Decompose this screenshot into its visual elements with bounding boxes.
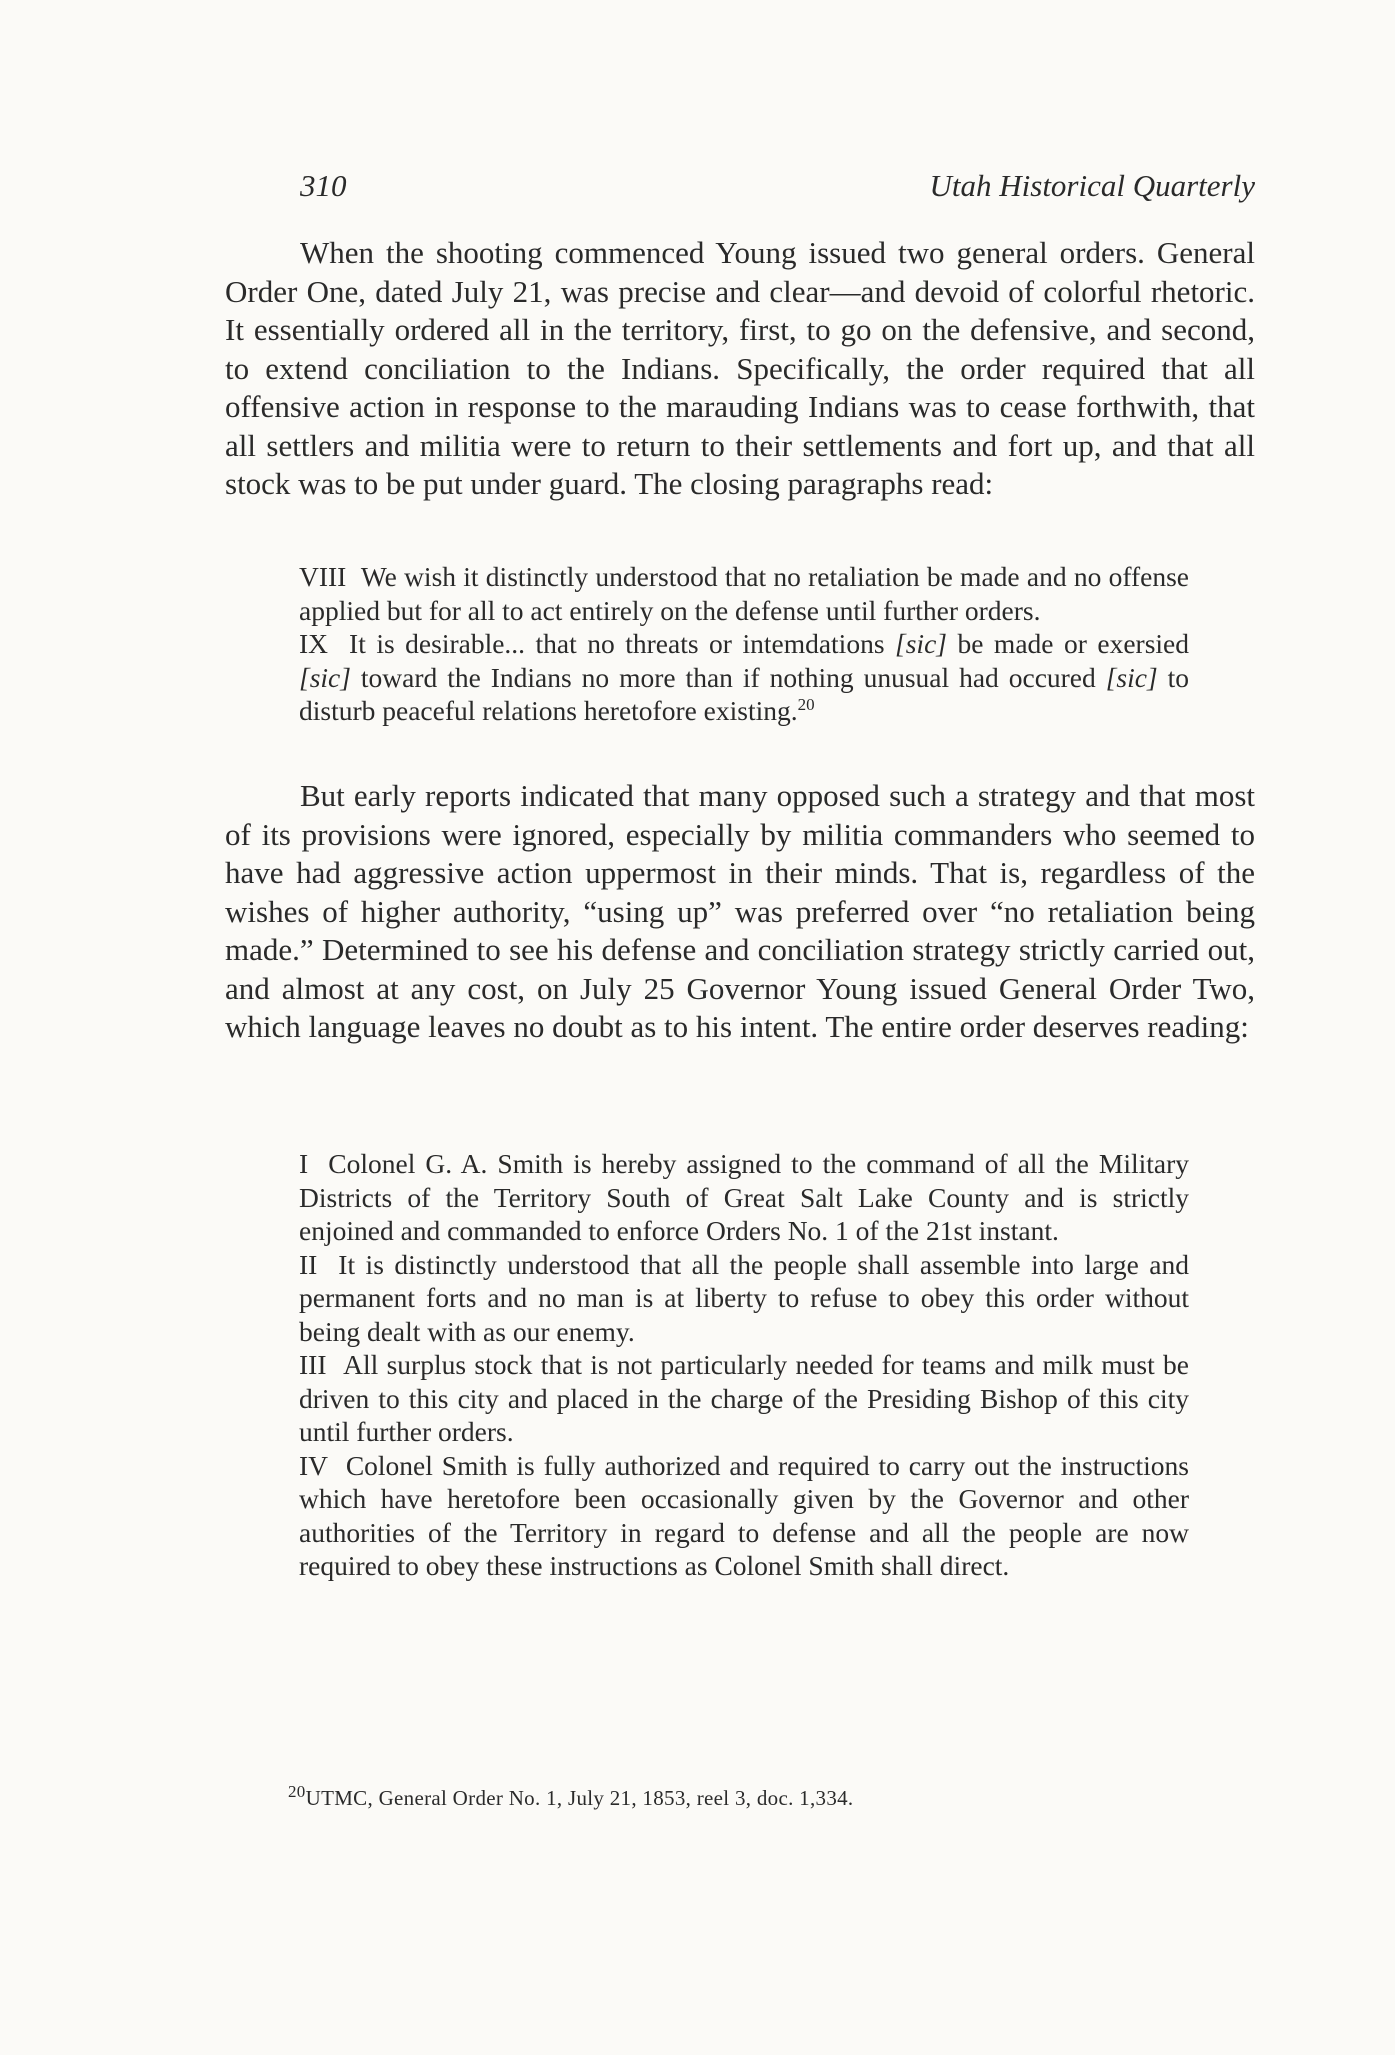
clause-text: All surplus stock that is not particularly needed for teams and milk must be driven to this city and placed in the charge of the Presiding Bishop of this city until further orders. (299, 1349, 1190, 1447)
clause-text: Colonel G. A. Smith is hereby assigned to the command of all the Military Districts of the Territory South of Great Salt Lake County and is strictly enjoined and commanded to enforce Orders No. 1 of the 21st instant. (299, 1148, 1189, 1246)
clause-numeral: IV (299, 1449, 329, 1481)
clause-numeral: IX (299, 628, 329, 659)
clause-text: Colonel Smith is fully authorized and required to carry out the instructions which have heretofore been occasionally given by the Governor and other authorities of the Territory in regard to defense and all the people are now required to obey these instructions as Colonel Smith shall direct. (299, 1449, 1189, 1581)
sic-annotation: [sic] (1105, 661, 1158, 693)
clause-numeral: II (299, 1248, 318, 1280)
sic-annotation: [sic] (299, 661, 351, 693)
page-header (300, 168, 1255, 208)
clause-numeral: III (299, 1349, 327, 1380)
body-paragraph-1: When the shooting commenced Young issued two general orders. General Order One, dated July 21, was precise and clear—and devoid of colorful rhetoric. It essentially ordered all in the territory, first, to go on the defensive, and second, to extend conciliation to the Indians. Specifically, the order required that all offensive action in response to the marauding Indians was to cease forthwith, that all settlers and militia were to return to their settlements and fort up, and that all stock was to be put under guard. The closing paragraphs read: (225, 235, 1255, 501)
order-clause-i (299, 1147, 1189, 1248)
footnote (288, 1782, 854, 1811)
clause-text: toward the Indians no more than if nothing unusual had occured (350, 661, 1106, 693)
footnote-text: UTMC, General Order No. 1, July 21, 1853, reel 3, doc. 1,334. (305, 1786, 854, 1810)
clause-text: We wish it distinctly understood that no retaliation be made and no offense applied but for all to act entirely on the defense until further orders. (299, 561, 1190, 626)
order-clause-ix (299, 627, 1189, 728)
footnote-reference[interactable]: 20 (797, 694, 815, 714)
clause-text: to disturb peaceful relations heretofore existing. (299, 661, 1190, 726)
order-clause-iii (299, 1348, 1189, 1449)
clause-numeral: VIII (299, 561, 347, 592)
sic-annotation: [sic] (895, 628, 947, 659)
order-clause-iv (299, 1449, 1189, 1583)
clause-text: be made or exersied (946, 628, 1189, 659)
block-quote-general-order-one (299, 560, 1189, 728)
order-clause-viii (299, 560, 1189, 627)
page-number: 310 (300, 168, 347, 203)
block-quote-general-order-two (299, 1147, 1189, 1583)
running-title: Utah Historical Quarterly (929, 168, 1255, 203)
clause-text: It is desirable... that no threats or intemdations (349, 628, 896, 659)
order-clause-ii (299, 1248, 1189, 1349)
footnote-number: 20 (288, 1782, 306, 1801)
clause-numeral: I (299, 1148, 309, 1179)
body-paragraph-2: But early reports indicated that many opposed such a strategy and that most of its provisions were ignored, especially by militia commanders who seemed to have had aggressive action uppermost in their minds. That is, regardless of the wishes of higher authority, “using up” was preferred over “no retaliation being made.” Determined to see his defense and conciliation strategy strictly carried out, and almost at any cost, on July 25 Governor Young issued General Order Two, which language leaves no doubt as to his intent. The entire order deserves reading: (225, 778, 1255, 1044)
clause-text: It is distinctly understood that all the people shall assemble into large and permanent forts and no man is at liberty to refuse to obey this order without being dealt with as our enemy. (299, 1248, 1189, 1347)
